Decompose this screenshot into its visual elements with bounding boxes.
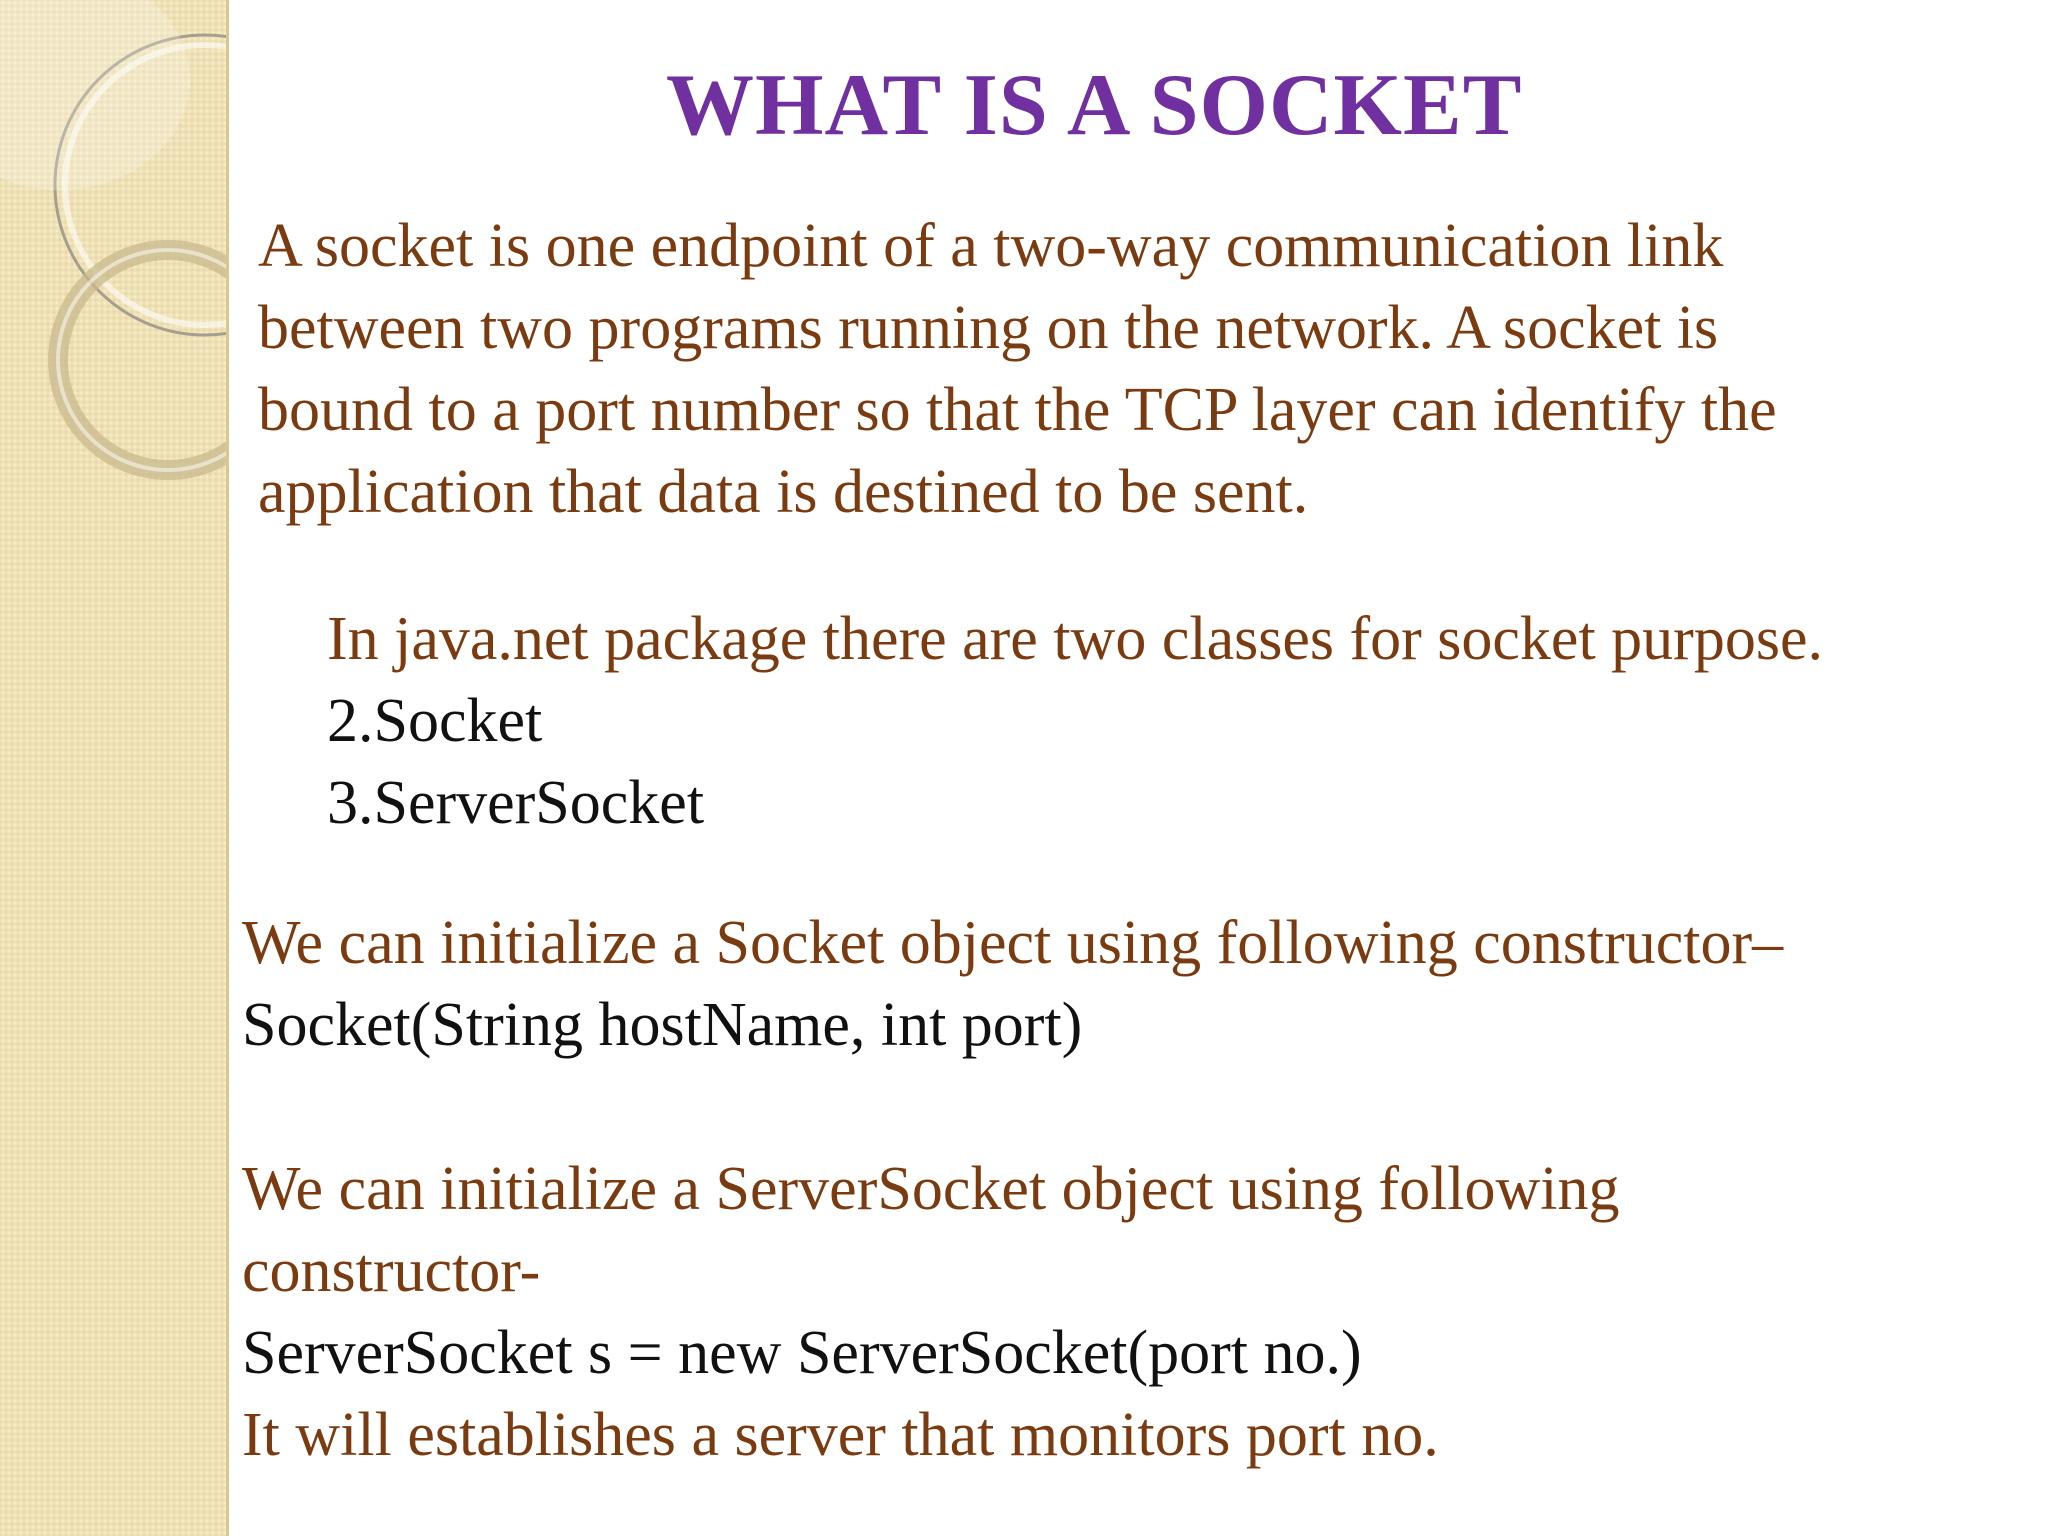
intro-line: between two programs running on the network. A socket is	[258, 294, 1719, 362]
intro-line: application that data is destined to be sent.	[258, 458, 1309, 526]
decorative-sidebar	[0, 0, 226, 1536]
slide-title: WHAT IS A SOCKET	[666, 57, 1523, 154]
intro-line: A socket is one endpoint of a two-way communication link	[258, 212, 1724, 280]
sidebar-glow	[0, 0, 190, 190]
decorative-rings	[0, 0, 226, 520]
server-constructor-intro-line: We can initialize a ServerSocket object using following	[242, 1155, 1620, 1223]
package-intro: In java.net package there are two classes for socket purpose.	[327, 605, 1823, 673]
server-constructor-intro-line: constructor-	[242, 1237, 541, 1305]
package-classes-block	[327, 598, 1823, 844]
intro-line: bound to a port number so that the TCP layer can identify the	[258, 376, 1777, 444]
class-item-serversocket: 3.ServerSocket	[327, 769, 705, 837]
socket-constructor-block	[242, 902, 1783, 1066]
server-note: It will establishes a server that monitors port no.	[242, 1401, 1439, 1469]
class-item-socket: 2.Socket	[327, 687, 543, 755]
inner-ring	[58, 250, 226, 470]
socket-constructor-intro: We can initialize a Socket object using following constructor–	[242, 909, 1784, 977]
serversocket-constructor-code: ServerSocket s = new ServerSocket(port no.)	[242, 1319, 1362, 1387]
serversocket-constructor-block	[242, 1148, 1620, 1476]
intro-paragraph	[258, 205, 1777, 533]
sidebar-edge	[226, 0, 229, 1536]
socket-constructor-code: Socket(String hostName, int port)	[242, 991, 1083, 1059]
